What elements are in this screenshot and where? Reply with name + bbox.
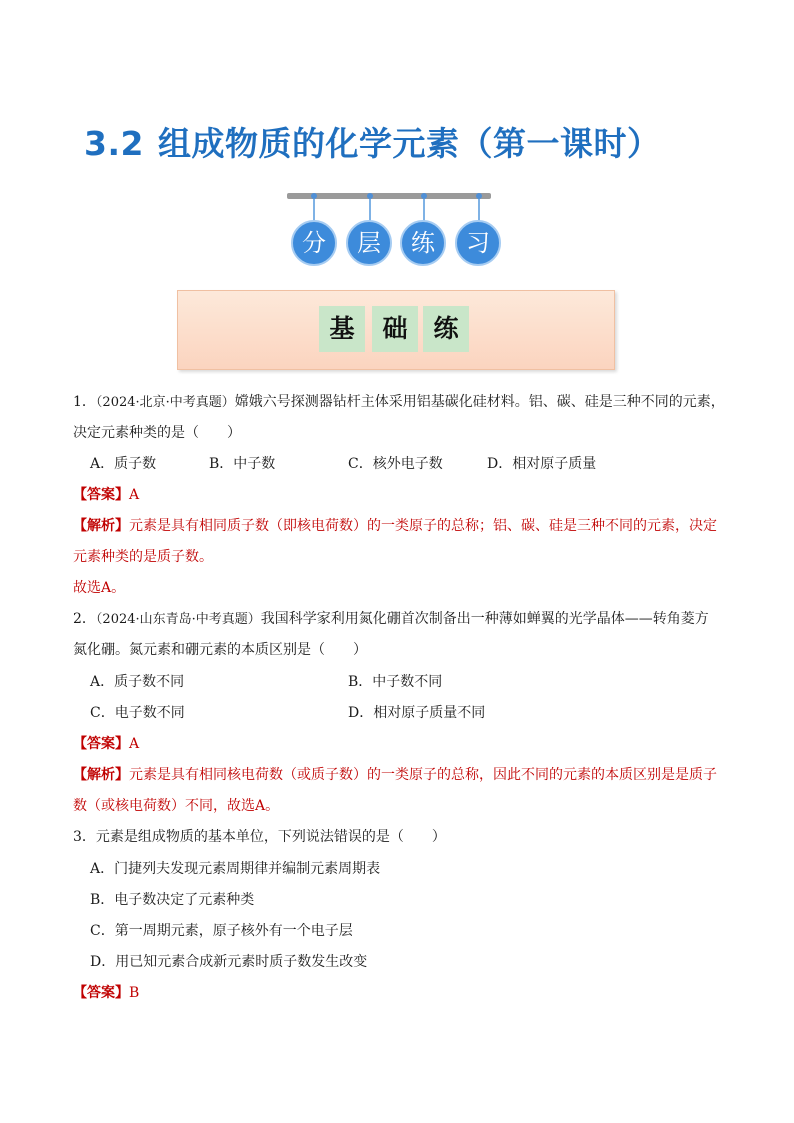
question-text: 氮化硼。氮元素和硼元素的本质区别是（ ） xyxy=(73,642,367,658)
question-3 xyxy=(73,827,446,847)
banner-char: 础 xyxy=(372,306,418,352)
analysis-label: 【解析】 xyxy=(73,518,129,534)
analysis-text: 元素是具有相同核电荷数（或质子数）的一类原子的总称，因此不同的元素的本质区别是是质子 xyxy=(129,767,717,783)
conclusion-text: 故选A。 xyxy=(73,580,126,596)
hanger-dot xyxy=(476,193,482,199)
title-text: 组成物质的化学元素（第一课时） xyxy=(157,124,661,163)
answer-line xyxy=(73,485,139,505)
answer-value: A xyxy=(129,487,140,503)
answer-value: B xyxy=(129,985,140,1001)
question-text: 决定元素种类的是（ ） xyxy=(73,425,241,441)
hanger-bar xyxy=(287,193,491,199)
answer-label: 【答案】 xyxy=(73,985,129,1001)
option-d: D．相对原子质量 xyxy=(487,456,597,472)
hanger-dot xyxy=(421,193,427,199)
section-number: 3.2 xyxy=(84,124,144,163)
analysis-text: 元素是具有相同质子数（即核电荷数）的一类原子的总称；铝、碳、硅是三种不同的元素，决定 xyxy=(129,518,717,534)
header-circle: 练 xyxy=(400,220,446,266)
header-circle: 层 xyxy=(346,220,392,266)
answer-label: 【答案】 xyxy=(73,487,129,503)
option-c: C．电子数不同 xyxy=(90,705,185,721)
analysis-text: 数（或核电荷数）不同，故选A。 xyxy=(73,798,280,814)
analysis-text: 元素种类的是质子数。 xyxy=(73,549,213,565)
hanger-dot xyxy=(367,193,373,199)
answer-value: A xyxy=(129,736,140,752)
answer-label: 【答案】 xyxy=(73,736,129,752)
option-a: A．门捷列夫发现元素周期律并编制元素周期表 xyxy=(90,861,381,877)
hanger-dot xyxy=(311,193,317,199)
option-d: D．相对原子质量不同 xyxy=(348,705,486,721)
header-circle: 习 xyxy=(455,220,501,266)
option-d: D．用已知元素合成新元素时质子数发生改变 xyxy=(90,954,368,970)
analysis-line xyxy=(73,516,717,536)
analysis-label: 【解析】 xyxy=(73,767,129,783)
question-text: 元素是组成物质的基本单位，下列说法错误的是（ ） xyxy=(95,829,446,845)
option-c: C．核外电子数 xyxy=(348,456,443,472)
section-banner xyxy=(177,290,615,370)
banner-char: 基 xyxy=(319,306,365,352)
option-b: B．电子数决定了元素种类 xyxy=(90,892,255,908)
question-text: 我国科学家利用氮化硼首次制备出一种薄如蝉翼的光学晶体——转角菱方 xyxy=(260,611,709,627)
question-1 xyxy=(73,392,725,413)
option-a: A．质子数不同 xyxy=(90,674,185,690)
question-number: 1． xyxy=(73,394,96,410)
question-2 xyxy=(73,609,709,630)
question-source: （2024·北京·中考真题） xyxy=(95,395,235,410)
question-number: 3． xyxy=(73,829,96,845)
question-number: 2． xyxy=(73,611,96,627)
question-text: 嫦娥六号探测器钻杆主体采用铝基碳化硅材料。铝、碳、硅是三种不同的元素， xyxy=(234,394,725,410)
option-b: B．中子数不同 xyxy=(348,674,443,690)
option-a: A．质子数 xyxy=(90,456,157,472)
question-source: （2024·山东青岛·中考真题） xyxy=(95,612,261,627)
header-circle: 分 xyxy=(291,220,337,266)
analysis-line xyxy=(73,765,717,785)
page-title xyxy=(84,118,660,165)
option-b: B．中子数 xyxy=(209,456,276,472)
option-c: C．第一周期元素，原子核外有一个电子层 xyxy=(90,923,353,939)
answer-line xyxy=(73,734,139,754)
banner-char: 练 xyxy=(423,306,469,352)
answer-line xyxy=(73,983,139,1003)
